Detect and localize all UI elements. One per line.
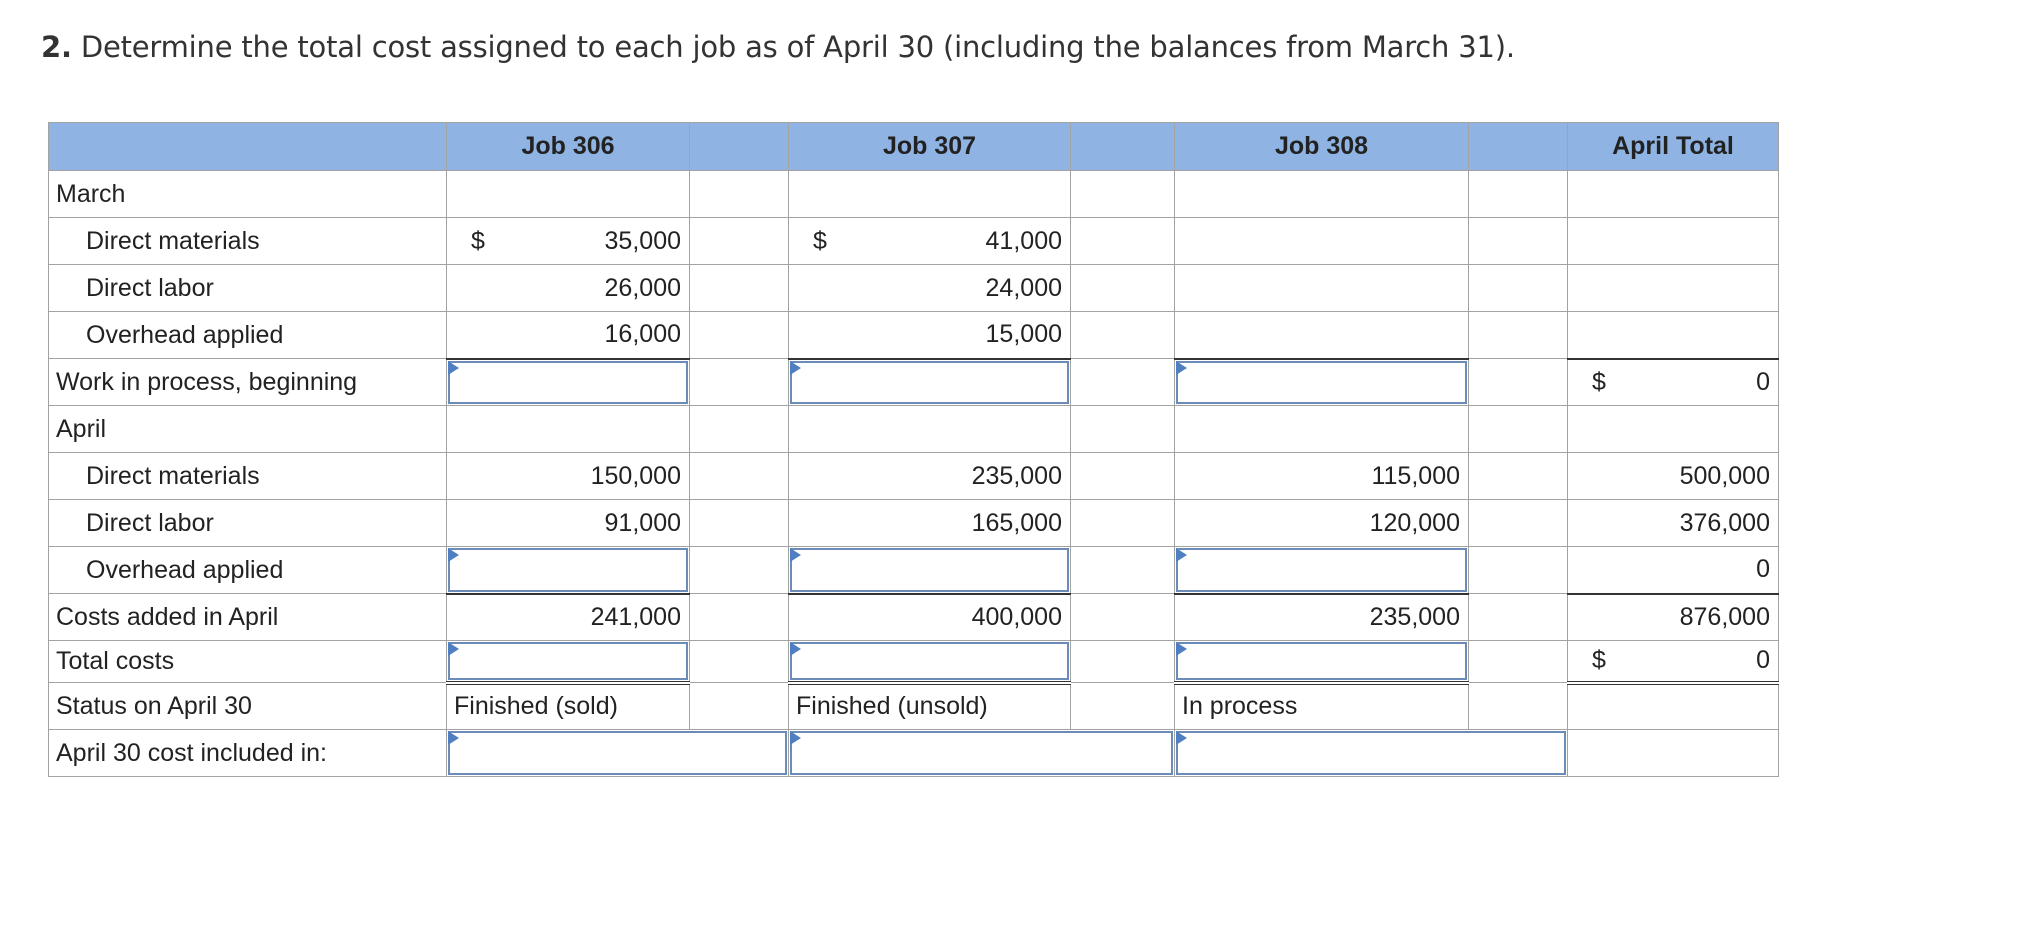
table-row — [49, 453, 1779, 500]
input-box[interactable] — [448, 361, 688, 405]
included-in-job308-select[interactable] — [1175, 730, 1568, 777]
total-costs-job308-input[interactable] — [1175, 641, 1469, 683]
table-row — [49, 547, 1779, 594]
row-label-april-overhead-applied: Overhead applied — [49, 547, 447, 594]
table-row — [49, 218, 1779, 265]
dropdown-box[interactable] — [448, 731, 787, 775]
april-dl-job306: 91,000 — [604, 508, 681, 537]
march-dm-job306: 35,000 — [604, 226, 681, 255]
included-in-job306-select[interactable] — [447, 730, 789, 777]
table-row — [49, 406, 1779, 453]
april-dl-job307: 165,000 — [971, 508, 1062, 537]
job-cost-worksheet — [48, 122, 1779, 777]
april-oh-job308-input[interactable] — [1175, 547, 1469, 594]
row-label-march-direct-labor: Direct labor — [49, 265, 447, 312]
dropdown-box[interactable] — [790, 731, 1173, 775]
march-oh-job307: 15,000 — [985, 320, 1062, 349]
wip-beginning-job306-input[interactable] — [447, 359, 690, 406]
row-label-march-overhead-applied: Overhead applied — [49, 312, 447, 359]
row-label-april-direct-labor: Direct labor — [49, 500, 447, 547]
question-body: Determine the total cost assigned to each job as of April 30 (including the balances from March 31). — [80, 30, 1515, 64]
header-job-308: Job 308 — [1175, 123, 1469, 171]
input-box[interactable] — [448, 548, 688, 592]
table-row — [49, 594, 1779, 641]
row-label-wip-beginning: Work in process, beginning — [49, 359, 447, 406]
april-oh-job307-input[interactable] — [789, 547, 1071, 594]
question-number: 2. — [41, 30, 72, 64]
row-label-included-in: April 30 cost included in: — [49, 730, 447, 777]
currency-symbol: $ — [471, 226, 485, 255]
costs-added-job307: 400,000 — [971, 602, 1062, 631]
table-row — [49, 265, 1779, 312]
currency-symbol: $ — [1592, 367, 1606, 396]
march-dl-job307: 24,000 — [985, 273, 1062, 302]
input-box[interactable] — [1176, 548, 1467, 592]
costs-added-total: 876,000 — [1679, 602, 1770, 631]
table-row — [49, 730, 1779, 777]
input-box[interactable] — [448, 642, 688, 680]
table-row — [49, 359, 1779, 406]
costs-added-job306: 241,000 — [590, 602, 681, 631]
question-text — [41, 30, 1515, 64]
input-box[interactable] — [790, 548, 1069, 592]
currency-symbol: $ — [1592, 646, 1606, 675]
header-spacer — [690, 123, 789, 171]
dropdown-box[interactable] — [1176, 731, 1566, 775]
input-box[interactable] — [1176, 642, 1467, 680]
april-dl-job308: 120,000 — [1369, 508, 1460, 537]
input-box[interactable] — [790, 642, 1069, 680]
march-dm-job307: 41,000 — [985, 226, 1062, 255]
input-box[interactable] — [790, 361, 1069, 405]
header-label — [49, 123, 447, 171]
row-label-april-direct-materials: Direct materials — [49, 453, 447, 500]
header-job-307: Job 307 — [789, 123, 1071, 171]
row-label-march: March — [49, 171, 447, 218]
april-dm-job308: 115,000 — [1371, 461, 1460, 490]
header-job-306: Job 306 — [447, 123, 690, 171]
table-row — [49, 312, 1779, 359]
april-dm-total: 500,000 — [1679, 461, 1770, 490]
total-costs-job307-input[interactable] — [789, 641, 1071, 683]
input-box[interactable] — [1176, 361, 1467, 405]
row-label-costs-added: Costs added in April — [49, 594, 447, 641]
row-label-total-costs: Total costs — [49, 641, 447, 683]
wip-beginning-job307-input[interactable] — [789, 359, 1071, 406]
status-job308: In process — [1182, 692, 1298, 721]
total-costs-job306-input[interactable] — [447, 641, 690, 683]
header-april-total: April Total — [1568, 123, 1779, 171]
table-row — [49, 500, 1779, 547]
header-row — [49, 123, 1779, 171]
row-label-april: April — [49, 406, 447, 453]
table-row — [49, 171, 1779, 218]
included-in-job307-select[interactable] — [789, 730, 1175, 777]
total-costs-total: 0 — [1756, 646, 1770, 675]
april-dm-job307: 235,000 — [971, 461, 1062, 490]
row-label-march-direct-materials: Direct materials — [49, 218, 447, 265]
wip-beginning-total: 0 — [1756, 367, 1770, 396]
header-spacer — [1071, 123, 1175, 171]
april-dm-job306: 150,000 — [590, 461, 681, 490]
header-spacer — [1469, 123, 1568, 171]
march-oh-job306: 16,000 — [604, 320, 681, 349]
row-label-status: Status on April 30 — [49, 683, 447, 730]
table-row — [49, 683, 1779, 730]
wip-beginning-job308-input[interactable] — [1175, 359, 1469, 406]
april-oh-total: 0 — [1756, 555, 1770, 584]
march-dl-job306: 26,000 — [604, 273, 681, 302]
table-row — [49, 641, 1779, 683]
april-oh-job306-input[interactable] — [447, 547, 690, 594]
status-job307: Finished (unsold) — [796, 692, 988, 721]
currency-symbol: $ — [813, 226, 827, 255]
costs-added-job308: 235,000 — [1369, 602, 1460, 631]
april-dl-total: 376,000 — [1679, 508, 1770, 537]
status-job306: Finished (sold) — [454, 692, 618, 721]
